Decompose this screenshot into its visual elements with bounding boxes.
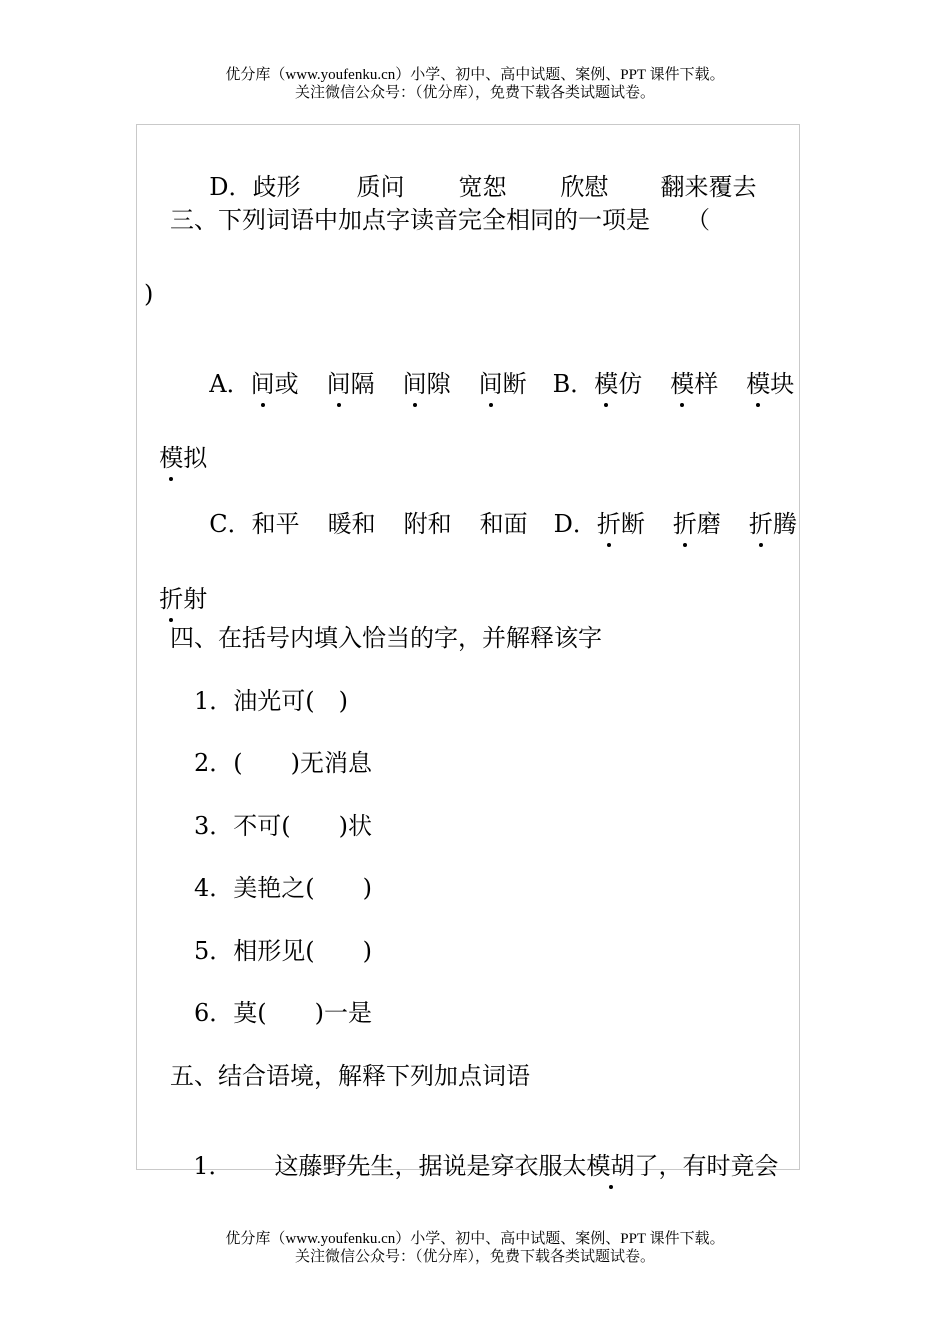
- footer-line-2: 关注微信公众号：（优分库），免费下载各类试题试卷。: [294, 1249, 655, 1265]
- dotted-char: 模: [159, 444, 184, 472]
- dotted-char: 间: [402, 370, 427, 398]
- option-a-label: A．: [209, 370, 251, 398]
- q5-item-1: 1． 这藤野先生，据说是穿衣服太模胡了，有时竟会: [193, 1152, 779, 1180]
- page-header: [0, 66, 950, 102]
- q5-title: 五、结合语境，解释下列加点词语: [170, 1062, 530, 1090]
- q4-item-4: 4．美艳之( ): [194, 874, 372, 902]
- dotted-char: 折: [159, 585, 184, 613]
- dotted-char: 模: [746, 370, 771, 398]
- q3-option-a-b: A．间或 间隔 间隙 间断 B．模仿 模样 模块: [209, 370, 795, 398]
- dotted-char: 间: [478, 370, 503, 398]
- word: 质问: [356, 173, 405, 201]
- q4-title: 四、在括号内填入恰当的字，并解释该字: [170, 624, 602, 652]
- header-line-1: 优分库（www.youfenku.cn）小学、初中、高中试题、案例、PPT 课件下载。: [225, 67, 725, 83]
- q3-option-c-d: C．和平 暖和 附和 和面 D．折断 折磨 折腾: [209, 510, 797, 538]
- option-d-label: D．: [553, 510, 597, 538]
- dotted-char: 间: [250, 370, 275, 398]
- word: 宽恕: [458, 173, 507, 201]
- dotted-char: 折: [672, 510, 697, 538]
- q3-title-end: ): [144, 280, 154, 308]
- footer-line-1: 优分库（www.youfenku.cn）小学、初中、高中试题、案例、PPT 课件下载。: [225, 1231, 725, 1247]
- q3-title: 三、下列词语中加点字读音完全相同的一项是 （: [170, 206, 710, 234]
- word: 翻来覆去: [660, 173, 757, 201]
- q4-item-3: 3．不可( )状: [194, 812, 372, 840]
- q4-item-1: 1．油光可( ): [194, 687, 348, 715]
- dotted-char: 模: [670, 370, 695, 398]
- q2-option-d: [194, 142, 757, 202]
- dotted-word: 模胡: [586, 1152, 635, 1180]
- q3-option-b-cont: 模拟: [159, 444, 208, 472]
- word: 歧形: [252, 173, 301, 201]
- header-line-2: 关注微信公众号：（优分库），免费下载各类试题试卷。: [294, 85, 655, 101]
- q4-item-5: 5．相形见( ): [194, 937, 372, 965]
- q4-item-2: 2．( )无消息: [194, 749, 372, 777]
- item-number: 1．: [193, 1152, 233, 1180]
- option-b-label: B．: [552, 370, 595, 398]
- word: 欣慰: [560, 173, 609, 201]
- q3-option-d-cont: 折射: [159, 585, 208, 613]
- dotted-char: 折: [748, 510, 773, 538]
- option-c-label: C．: [209, 510, 252, 538]
- option-label: D．: [209, 173, 253, 201]
- page-footer: [0, 1230, 950, 1266]
- dotted-char: 间: [326, 370, 351, 398]
- q4-item-6: 6．莫( )一是: [194, 999, 372, 1027]
- dotted-char: 模: [594, 370, 619, 398]
- dotted-char: 折: [596, 510, 621, 538]
